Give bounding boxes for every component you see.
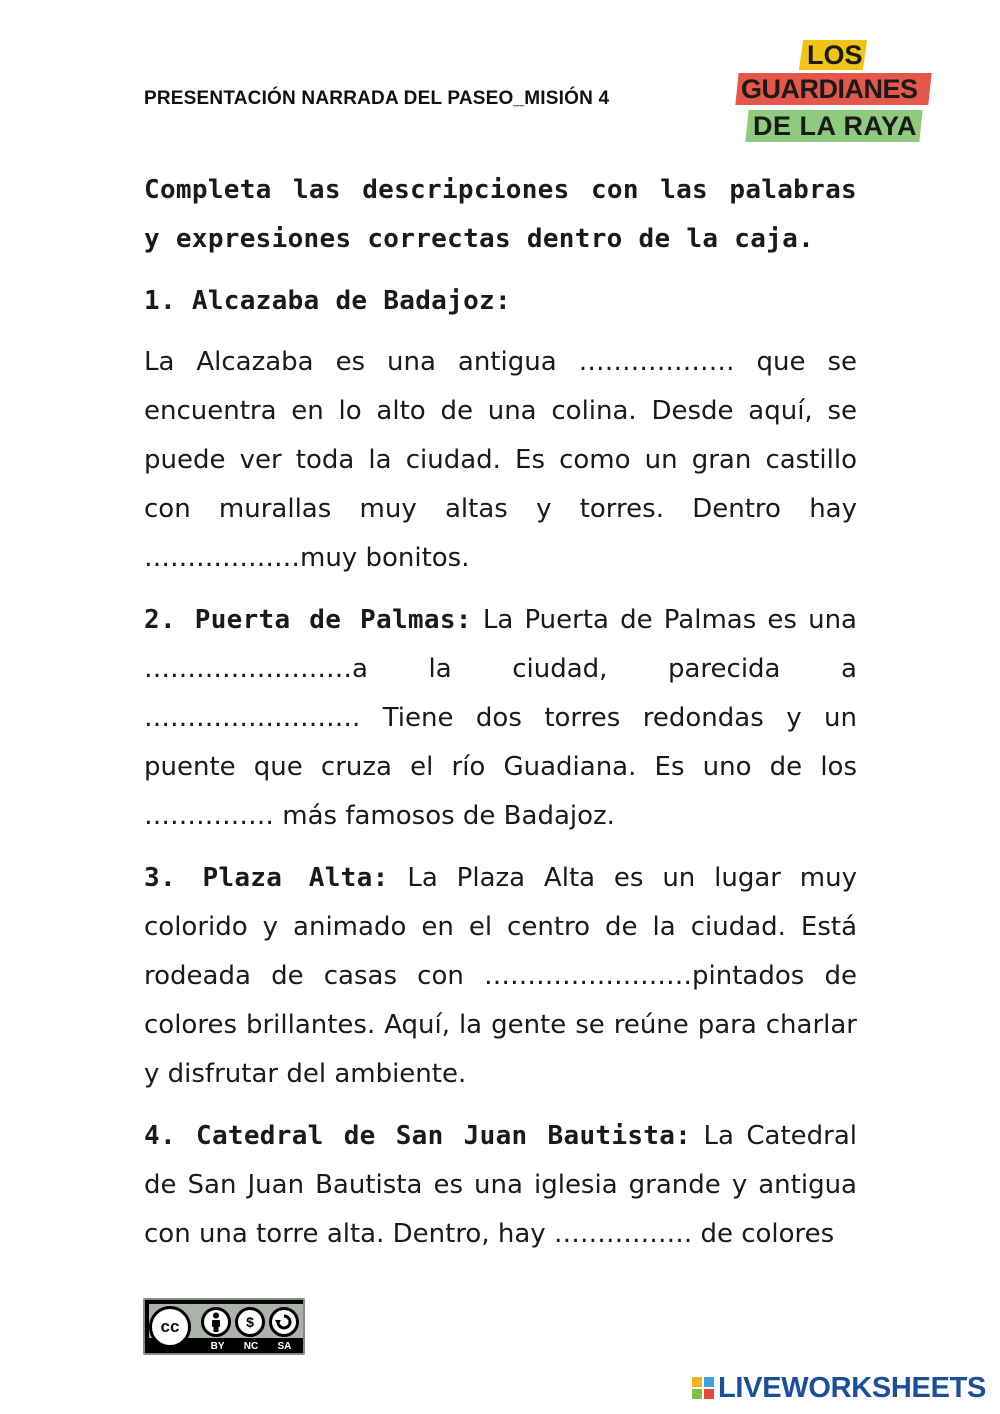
cc-label-by: BY [210,1341,225,1352]
cc-license-badge[interactable] [143,1298,305,1355]
section-4-text: La Catedral de San Juan Bautista es una iglesia grande y antigua con una torre alta. Dentro, hay ……………. de colores [144,1121,857,1249]
los-guardianes-logo [735,38,935,146]
cc-label-sa: SA [277,1341,292,1352]
worksheet-body [144,166,857,1272]
cc-labels [201,1341,301,1352]
section-3 [144,854,857,1099]
section-2-title: 2. Puerta de Palmas: [144,605,472,635]
person-icon [208,1312,224,1332]
liveworksheets-icon [692,1377,714,1399]
logo-line-1: LOS [807,40,863,70]
section-2 [144,596,857,841]
cc-label-nc: NC [243,1341,259,1352]
sa-icon [269,1307,299,1337]
section-2-text: La Puerta de Palmas es una ……………………a la ciudad, parecida a ……………………. Tiene dos torres redondas y un puente que cruza el río Guadiana. Es uno de los …………… más famosos de Badajoz. [144,605,857,831]
share-alike-icon [275,1313,293,1331]
section-4 [144,1112,857,1259]
section-3-title: 3. Plaza Alta: [144,863,389,893]
section-heading-1 [144,277,857,326]
page-title: PRESENTACIÓN NARRADA DEL PASEO_MISIÓN 4 [144,88,610,109]
liveworksheets-text: LIVEWORKSHEETS [718,1371,987,1404]
section-4-title: 4. Catedral de San Juan Bautista: [144,1121,692,1151]
section-1-title: 1. Alcazaba de Badajoz: [144,286,511,316]
section-3-text: La Plaza Alta es un lugar muy colorido y animado en el centro de la ciudad. Está rodeada de casas con ……………………pintados de colores brillantes. Aquí, la gente se reúne para charlar y disfrutar del ambiente. [144,863,857,1089]
by-icon [201,1307,231,1337]
logo-line-2: GUARDIANES [741,74,918,104]
instructions: Completa las descripciones con las palabras y expresiones correctas dentro de la caja. [144,175,857,254]
nc-icon: $ [235,1307,265,1337]
cc-icon: cc [149,1306,191,1348]
section-1-text: La Alcazaba es una antigua ……………… que se encuentra en lo alto de una colina. Desde aquí, se puede ver toda la ciudad. Es como un gran castillo con murallas muy altas y torres. Dentro hay ………………muy bonitos. [144,347,857,573]
liveworksheets-brand[interactable] [692,1373,986,1403]
logo-line-3: DE LA RAYA [753,111,918,141]
